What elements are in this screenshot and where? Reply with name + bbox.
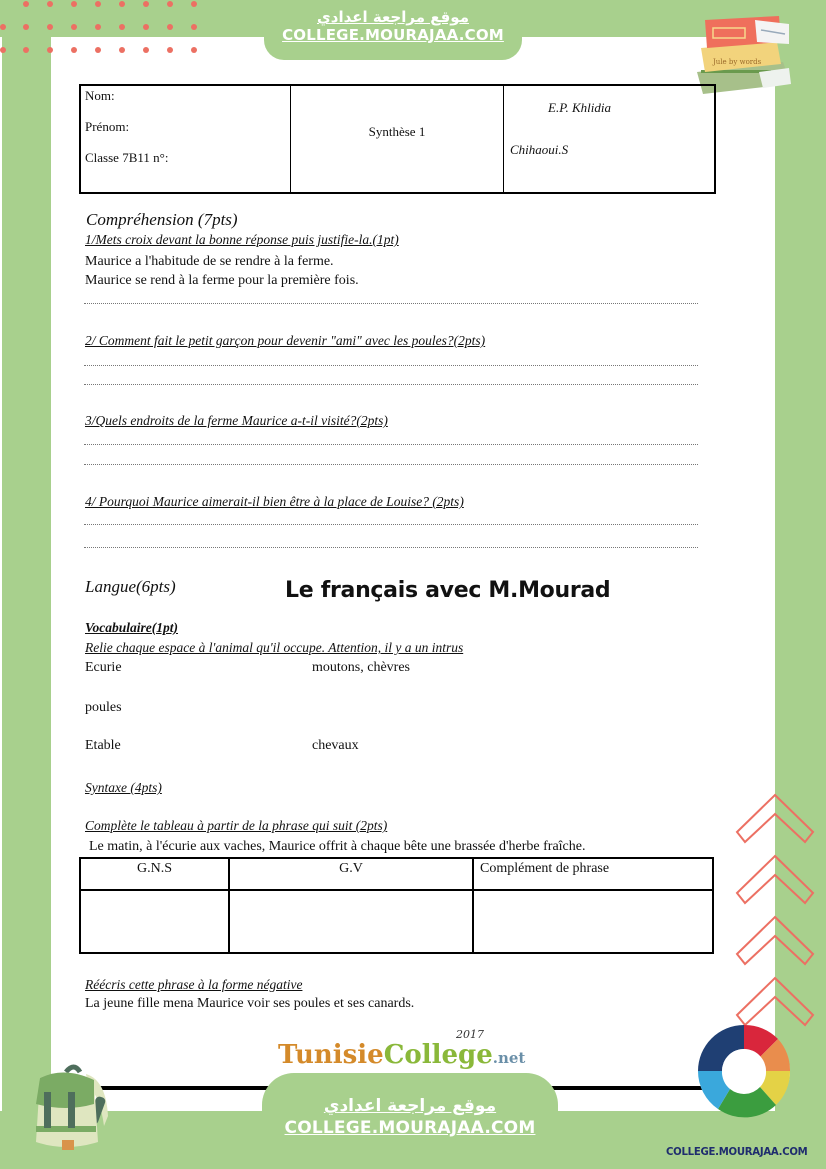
vocab-right-item[interactable]: chevaux [312,738,359,753]
vocabulaire-heading: Vocabulaire(1pt) [85,620,178,635]
column-header-gv: G.V [229,858,473,890]
column-header-complement: Complément de phrase [473,858,713,890]
books-stack-icon [693,12,793,94]
answer-line[interactable] [84,303,698,304]
vocab-left-item[interactable]: Ecurie [85,660,122,675]
answer-line[interactable] [84,547,698,548]
rewrite-instruction: Réécris cette phrase à la forme négative [85,977,303,992]
question-1-option-2[interactable]: Maurice se rend à la ferme pour la première fois. [85,273,359,288]
subjects-wheel-logo-icon [696,1023,792,1119]
svg-text:Jule by words: Jule by words [713,58,762,66]
syntax-analysis-table [79,857,714,954]
class-field-label: Classe 7B11 n°: [85,150,169,165]
banner-arabic-text: موقع مراجعة اعدادي [317,8,469,26]
answer-cell-gv[interactable] [229,890,473,953]
question-1-option-1[interactable]: Maurice a l'habitude de se rendre à la ferme. [85,254,334,269]
frame-left-band [2,0,51,1169]
rewrite-sentence: La jeune fille mena Maurice voir ses poules et ses canards. [85,996,415,1011]
promo-title: Le français avec M.Mourad [285,578,611,603]
site-banner-bottom[interactable] [262,1073,558,1169]
name-field-label: Nom: [85,88,115,103]
answer-cell-complement[interactable] [473,890,713,953]
exam-title-cell [291,86,504,192]
teacher-name: Chihaoui.S [510,142,569,157]
syntaxe-instruction: Complète le tableau à partir de la phrase qui suit (2pts) [85,818,388,833]
column-header-gns: G.N.S [80,858,229,890]
banner-arabic-text: موقع مراجعة اعدادي [323,1096,497,1116]
vocabulaire-instruction: Relie chaque espace à l'animal qu'il occupe. Attention, il y a un intrus [85,640,464,655]
chevron-decoration-icon [733,790,817,1030]
banner-site-link[interactable]: COLLEGE.MOURAJAA.COM [282,26,504,44]
exam-title: Synthèse 1 [368,124,426,139]
exam-header-table [79,84,716,194]
answer-line[interactable] [84,444,698,445]
backpack-icon [16,1056,112,1152]
banner-site-link[interactable]: COLLEGE.MOURAJAA.COM [284,1118,536,1138]
school-name: E.P. Khlidia [548,100,611,115]
syntaxe-sentence: Le matin, à l'écurie aux vaches, Maurice offrit à chaque bête une brassée d'herbe fraîche. [89,839,586,854]
vocab-right-item[interactable]: moutons, chèvres [312,660,410,675]
vocab-left-item[interactable]: Etable [85,738,121,753]
tunisie-college-logo: 2017 TunisieCollege.net [278,1028,526,1070]
corner-site-label[interactable]: COLLEGE.MOURAJAA.COM [666,1145,808,1158]
site-banner-top[interactable] [264,0,522,60]
langue-heading: Langue(6pts) [85,577,176,596]
question-1: 1/Mets croix devant la bonne réponse puis justifie-la.(1pt) [85,232,399,247]
syntaxe-heading: Syntaxe (4pts) [85,780,162,795]
comprehension-heading: Compréhension (7pts) [86,210,238,229]
firstname-field-label: Prénom: [85,119,130,134]
question-2: 2/ Comment fait le petit garçon pour devenir "ami" avec les poules?(2pts) [85,333,486,348]
vocab-left-item[interactable]: poules [85,700,122,715]
answer-line[interactable] [84,365,698,366]
answer-line[interactable] [84,384,698,385]
question-4: 4/ Pourquoi Maurice aimerait-il bien être à la place de Louise? (2pts) [85,494,464,509]
question-3: 3/Quels endroits de la ferme Maurice a-t-il visité?(2pts) [85,413,388,428]
answer-cell-gns[interactable] [80,890,229,953]
school-info-cell [504,86,714,192]
answer-line[interactable] [84,464,698,465]
answer-line[interactable] [84,524,698,525]
student-info-cell [81,86,291,192]
